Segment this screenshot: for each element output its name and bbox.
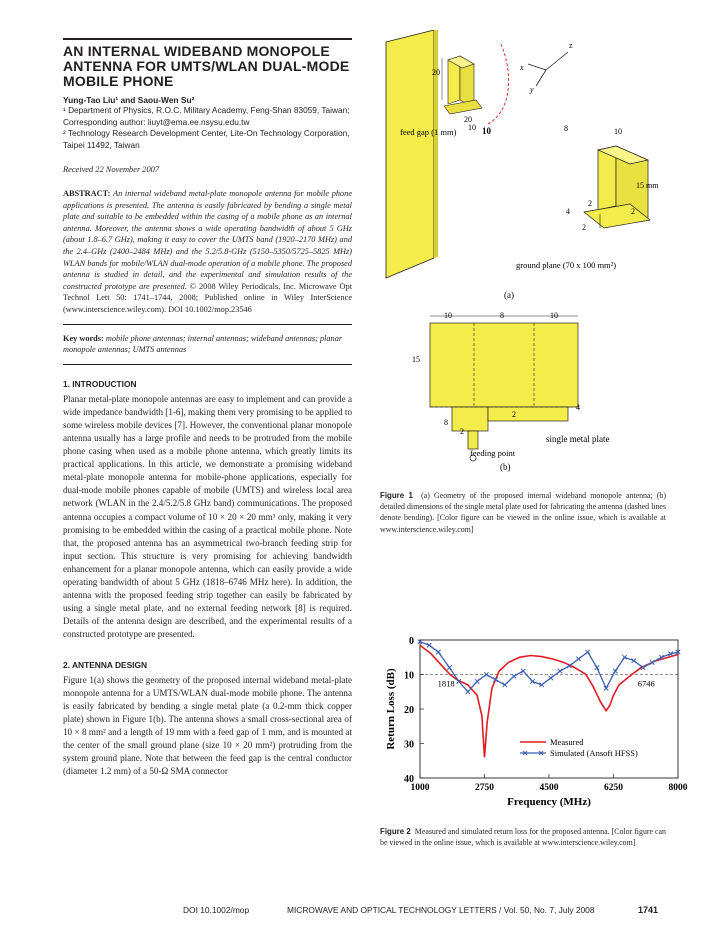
dim-label: 10 <box>614 127 622 136</box>
dim-label: 8 <box>564 124 568 133</box>
ground-plane-edge <box>434 30 438 258</box>
legend-label-simulated: Simulated (Ansoft HFSS) <box>550 748 638 758</box>
dim-label: 4 <box>566 207 570 216</box>
data-point-simulated <box>558 669 562 673</box>
x-tick-label: 6250 <box>604 783 623 793</box>
data-point-simulated <box>604 686 608 690</box>
abstract-text: An internal wideband metal-plate monopole antenna for mobile phone applications is presented. The antenna is easily fabricated by bending a single metal plate and suitable to be embedded within the casing of a mobile phone as an internal antenna. Moreover, the antenna shows a wide operating bandwidth of about 5 GHz (about 1.8–6.7 GHz), making it easy to cover the UMTS band (1920–2170 MHz) and the 2.4–GHz (2400–2484 MHz) and the 5.2/5.8-GHz (5150–5350/5725–5825 MHz) WLAN bands for mobile/WLAN dual-mode operation of a mobile phone. The proposed antenna is studied in detail, and the experimental and simulation results of the constructed prototype are presented. <box>63 189 353 291</box>
footer-doi: DOI 10.1002/mop <box>183 905 250 915</box>
dim-label: 10 <box>444 311 452 320</box>
dim-label: 2 <box>588 199 592 208</box>
data-point-simulated <box>512 674 516 678</box>
figure-1-caption-label: Figure 1 <box>380 491 413 500</box>
data-point-simulated <box>475 679 479 683</box>
data-point-simulated <box>586 650 590 654</box>
received-date: Received 22 November 2007 <box>63 165 160 174</box>
y-tick-label: 10 <box>404 670 414 682</box>
figure-1-caption-text: (a) Geometry of the proposed internal wideband monopole antenna; (b) detailed dimensions of the single metal plate used for fabricating the antenna (dashed lines denote bending). [Color figure can be viewed in the online issue, which is available at www.interscience.wiley.com] <box>380 491 666 534</box>
ground-plane-label: ground plane (70 x 100 mm²) <box>516 260 617 270</box>
data-point-simulated <box>503 683 507 687</box>
figure-2-caption <box>380 826 666 848</box>
data-point-simulated <box>613 669 617 673</box>
y-tick-label: 40 <box>404 774 414 785</box>
dim-label: 8 <box>444 418 448 427</box>
dim-label: 15 <box>412 355 420 364</box>
article-title: AN INTERNAL WIDEBAND MONOPOLE ANTENNA FOR UMTS/WLAN DUAL-MODE MOBILE PHONE <box>63 43 350 89</box>
y-tick-label: 30 <box>404 739 414 751</box>
section-heading-antenna-design: 2. ANTENNA DESIGN <box>63 659 148 670</box>
legend-label-measured: Measured <box>550 737 584 747</box>
data-point-simulated <box>549 676 553 680</box>
title-rule <box>63 38 352 40</box>
figure-2-caption-text: Measured and simulated return loss for the proposed antenna. [Color figure can be viewed in the online issue, which is available at www.interscience.wiley.com] <box>380 827 666 848</box>
left-column <box>63 38 352 778</box>
panel-a-label: (a) <box>504 290 514 300</box>
section-text-antenna-design: Figure 1(a) shows the geometry of the proposed internal wideband metal-plate monopole antenna for a UMTS/WLAN dual-mode mobile phone. The antenna is easily fabricated by bending a single metal plate (a 0.2-mm thick copper plate) shown in Figure 1(b). The antenna shows a small cross-sectional area of 10 × 8 mm² and a length of 19 mm with a feed gap of 1 mm, and is mounted at the center of the small ground plane (size 10 × 20 mm²) protruding from the system ground plane. Note that between the feed gap is the central conductor (diameter 1.2 mm) of a 50-Ω SMA connector <box>63 674 352 777</box>
authors: Yung-Tao Liu¹ and Saou-Wen Su² <box>63 95 195 105</box>
ground-plane <box>386 30 434 278</box>
feeding-point-label: feeding point <box>470 448 516 458</box>
dim-label: 10 <box>482 126 491 136</box>
section-heading-introduction: 1. INTRODUCTION <box>63 378 137 389</box>
callout-arrow <box>488 42 509 124</box>
panel-b-label: (b) <box>500 462 511 472</box>
dim-label: 15 mm <box>636 181 659 190</box>
series-line-measured <box>420 645 678 757</box>
data-point-simulated <box>436 650 440 654</box>
dim-label: 2 <box>460 427 464 436</box>
x-axis-label: Frequency (MHz) <box>507 796 591 808</box>
dim-label: 20 <box>464 115 472 124</box>
keywords <box>63 333 352 356</box>
single-plate-label: single metal plate <box>546 434 610 444</box>
figure-1-caption <box>380 490 666 535</box>
dim-label: 2 <box>631 207 635 216</box>
data-point-simulated <box>466 690 470 694</box>
figure-2-return-loss-chart <box>380 628 690 818</box>
data-point-simulated <box>447 665 451 669</box>
footer-journal: MICROWAVE AND OPTICAL TECHNOLOGY LETTERS / Vol. 50, No. 7, July 2008 <box>287 905 595 915</box>
x-tick-label: 2750 <box>475 783 494 793</box>
abstract-label: ABSTRACT: <box>63 189 111 198</box>
data-point-simulated <box>576 657 580 661</box>
axis-x-label: x <box>520 63 524 72</box>
axis-y-label: y <box>530 85 534 94</box>
figure-2-caption-label: Figure 2 <box>380 827 411 836</box>
dim-label: 8 <box>500 311 504 320</box>
axes-icon <box>519 41 573 94</box>
dim-label: 4 <box>576 403 580 412</box>
affiliation-1: ¹ Department of Physics, R.O.C. Military Academy, Feng-Shan 83059, Taiwan; Corresponding author: liuyt@ema.ee.nsysu.edu.tw <box>63 105 350 127</box>
abstract <box>63 188 352 316</box>
y-axis-label: Return Loss (dB) <box>385 668 397 750</box>
antenna-3d-small <box>442 56 482 114</box>
dim-label: 10 <box>550 311 558 320</box>
annotation-1818: 1818 <box>437 678 455 689</box>
abstract-citation: © 2008 Wiley Periodicals, Inc. Microwave Opt Technol Lett 50: 1741–1744, 2008; Published online in Wiley InterScience (www.interscience.wiley.com). DOI 10.1002/mop.23546 <box>63 281 352 314</box>
dim-label: 20 <box>432 68 440 77</box>
dim-label: 10 <box>468 123 476 132</box>
annotation-6746: 6746 <box>637 678 655 689</box>
affiliation-2: ² Technology Research Development Center, Lite-On Technology Corporation, Taipei 11492, Taiwan <box>63 128 350 150</box>
dim-label: 2 <box>512 410 516 419</box>
keywords-label: Key words: <box>63 333 104 343</box>
plot-frame <box>420 640 678 778</box>
feed-gap-label: feed gap (1 mm) <box>400 127 457 137</box>
x-tick-label: 8000 <box>668 783 688 793</box>
x-tick-label: 1000 <box>410 783 430 793</box>
data-point-simulated <box>521 669 525 673</box>
divider <box>63 364 352 365</box>
divider <box>63 324 352 325</box>
figure-1 <box>378 30 688 485</box>
y-tick-label: 20 <box>404 705 414 716</box>
axis-z-label: z <box>569 41 573 50</box>
page-number: 1741 <box>638 905 659 915</box>
section-text-introduction: Planar metal-plate monopole antennas are easy to implement and can provide a wide impedance bandwidth [1-6], making them very promising to be applied to some wireless mobile devices [7]. However, the conventional planar monopole antenna usually has a large profile and needs to be protruded from the mobile phone casing when used as a mobile phone antenna, which greatly limits its practical applications. In this article, we demonstrate a promising wideband metal-plate monopole antenna for mobile-phone applications, especially for dual-mode mobile phones capable of mobile (UMTS) and wireless local area network (WLAN in the 2.4/5.2/5.8 GHz band) communications. The proposed antenna occupies a compact volume of 10 × 20 × 20 mm³ only, making it very promising to be embedded within the casing of a practical mobile phone. Note that, the proposed antenna has an asymmetrical two-branch feeding strip for input section. This structure is very promising for achieving bandwidth enhancement for a planar monopole antenna, which can easily provide a wide operating bandwidth of about 5 GHz (1818–6746 MHz here). In addition, the antenna with the proposed feeding strip together can easily be fabricated by using a single metal plate, and no external feeding network [8] is required. Details of the antenna design are described, and the experimental results of a constructed prototype are presented. <box>63 393 352 640</box>
dim-label: 2 <box>582 223 586 232</box>
x-tick-label: 4500 <box>539 783 559 793</box>
y-tick-label: 0 <box>409 636 414 647</box>
keywords-text: mobile phone antennas; internal antennas; wideband antennas; planar monopole antennas; UMTS antennas <box>63 333 343 355</box>
